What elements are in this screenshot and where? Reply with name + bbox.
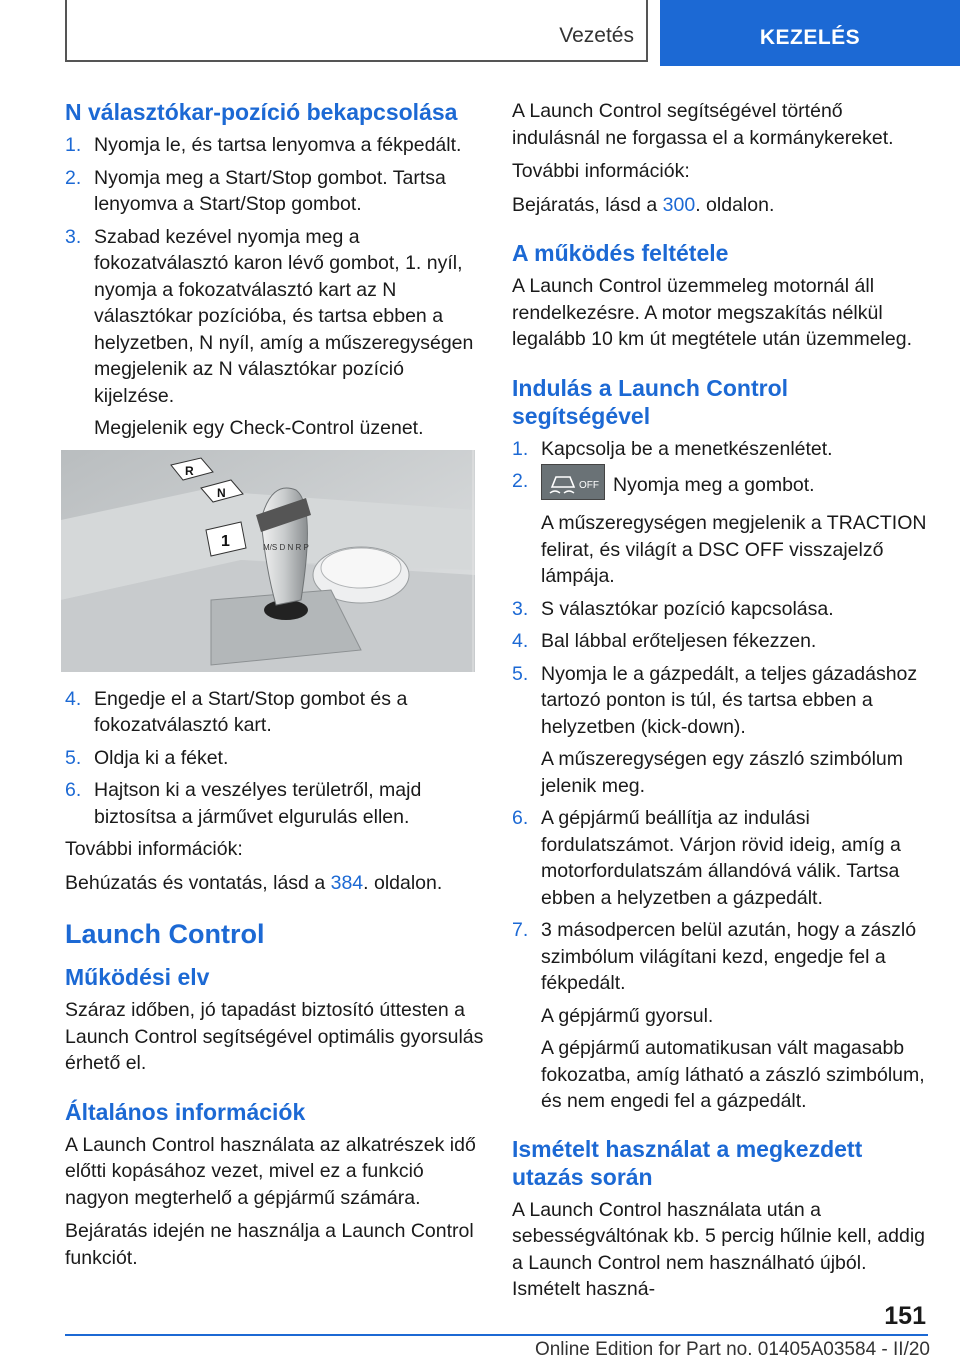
label-n: N: [217, 485, 226, 500]
launch-steps: [512, 436, 930, 1115]
list-item: 2. OFF Nyomja meg a gombot. A műszeregységen megjelenik a TRACTION felirat, és világít a DSC OFF visszajelző lámpája.: [512, 468, 930, 590]
list-item: 7. 3 másodpercen belül azután, hogy a zászló szimbólum világítani kezd, engedje fel a fékpedált. A gépjármű gyorsul. A gépjármű automatikusan vált magasabb fokozatba, amíg látható a zászló szimbólum, és nem engedi fel a gázpedált.: [512, 917, 930, 1115]
principle-heading: Működési elv: [65, 964, 210, 990]
step-note: A gépjármű gyorsul.: [541, 1004, 714, 1027]
n-position-steps: [65, 132, 485, 442]
right-column: [512, 98, 930, 1310]
chapter-title: KEZELÉS: [759, 26, 861, 49]
left-column: [65, 98, 485, 1278]
list-item: 3. S választókar pozíció kapcsolása.: [512, 597, 834, 620]
more-info-label: További információk:: [512, 160, 690, 182]
principle-text: Száraz időben, jó tapadást biztosító úttesten a Launch Control segítségével optimális gyorsulás érhető el.: [65, 999, 484, 1074]
list-item: 2. Nyomja meg a Start/Stop gombot. Tartsa lenyomva a Start/Stop gombot.: [65, 166, 446, 215]
list-item: 5. Nyomja le a gázpedált, a teljes gázadáshoz tartozó ponton is túl, és tartsa ebben a helyzetben (kick-down). A műszeregységen egy zászló szimbólum jelenik meg.: [512, 661, 930, 800]
list-item: 1. Nyomja le, és tartsa lenyomva a fékpedált.: [65, 134, 462, 156]
section-box: [65, 0, 648, 62]
condition-text: A Launch Control üzemmeleg motornál áll rendelkezésre. A motor megszakítás nélkül legalább 10 km út megtétele után üzemmeleg.: [512, 275, 912, 350]
list-item: 3. Szabad kezével nyomja meg a fokozatválasztó karon lévő gombot, 1. nyíl, nyomja a fokozatválasztó kart az N választókar pozícióba, és tartsa ebben a helyzetben, N nyíl, amíg a műszeregységen megjelenik az N választókar pozíció kijelzése. Megjelenik egy Check-Control üzenet.: [65, 224, 485, 442]
towing-reference: Behúzatás és vontatás, lásd a 384. oldalon.: [65, 871, 443, 894]
step-note: A gépjármű automatikusan vált magasabb fokozatba, amíg látható a zászló szimbólum, és nem engedi fel a gázpedált.: [541, 1037, 925, 1112]
list-item: 4. Engedje el a Start/Stop gombot és a fokozatválasztó kart.: [65, 687, 408, 736]
page-footer: [0, 1290, 960, 1362]
step-note: A műszeregységen egy zászló szimbólum jelenik meg.: [541, 748, 903, 797]
footer-divider: [65, 1334, 928, 1336]
break-in-reference: Bejáratás, lásd a 300. oldalon.: [512, 193, 775, 216]
svg-text:OFF: OFF: [579, 480, 599, 491]
dsc-off-button-icon: [541, 464, 605, 500]
n-position-heading: N választókar-pozíció bekapcsolása: [65, 99, 458, 125]
label-1: 1: [221, 532, 230, 550]
steering-warning: A Launch Control segítségével történő indulásnál ne forgassa el a kormánykereket.: [512, 100, 894, 149]
list-item: 5. Oldja ki a féket.: [65, 746, 229, 769]
step-note: Megjelenik egy Check-Control üzenet.: [94, 417, 424, 439]
page-number: 151: [884, 1302, 926, 1330]
condition-heading: A működés feltétele: [512, 240, 729, 266]
chapter-tab: [660, 0, 960, 66]
general-info-text-2: Bejáratás idején ne használja a Launch Control funkciót.: [65, 1220, 474, 1269]
watermark: Downloaded from www.Manualslib.com manuals search engine: [0, 1358, 113, 1362]
step-note: A műszeregységen megjelenik a TRACTION felirat, és világít a DSC OFF visszajelző lámpája.: [541, 512, 927, 587]
general-info-heading: Általános információk: [65, 1098, 306, 1125]
repeat-heading: Ismételt használat a megkezdett utazás során: [512, 1135, 863, 1190]
more-info-label: További információk:: [65, 838, 243, 860]
launch-control-title: Launch Control: [65, 919, 265, 949]
list-item: 6. A gépjármű beállítja az indulási fordulatszámot. Várjon rövid ideig, amíg a motorfordulatszám állandóvá válik. Tartsa ebben a helyzetben a gázpedált.: [512, 807, 901, 909]
gear-selector-image: [61, 450, 475, 672]
label-r: R: [185, 463, 194, 478]
section-title: Vezetés: [559, 24, 634, 47]
general-info-text-1: A Launch Control használata az alkatrészek idő előtti kopásához vezet, mivel ez a funkció nagyon megterhelő a gépjármű számára.: [65, 1133, 476, 1209]
repeat-text: A Launch Control használata után a sebességváltónak kb. 5 percig hűlnie kell, addig a Launch Control nem használható újból. Ismételt haszná-: [512, 1198, 926, 1300]
edition-text: Online Edition for Part no. 01405A03584 - II/20: [534, 1339, 930, 1360]
start-heading: Indulás a Launch Control segítségével: [512, 374, 789, 429]
shifter-marks: M/S D N R P: [263, 542, 309, 552]
page-link-384[interactable]: 384: [330, 871, 364, 894]
n-position-steps-continued: [65, 686, 485, 831]
list-item: 1. Kapcsolja be a menetkészenlétet.: [512, 437, 833, 460]
page-link-300[interactable]: 300: [662, 193, 696, 216]
list-item: 6. Hajtson ki a veszélyes területről, majd biztosítsa a járművet elgurulás ellen.: [65, 779, 422, 828]
page-header: [0, 0, 960, 66]
list-item: 4. Bal lábbal erőteljesen fékezzen.: [512, 630, 817, 652]
